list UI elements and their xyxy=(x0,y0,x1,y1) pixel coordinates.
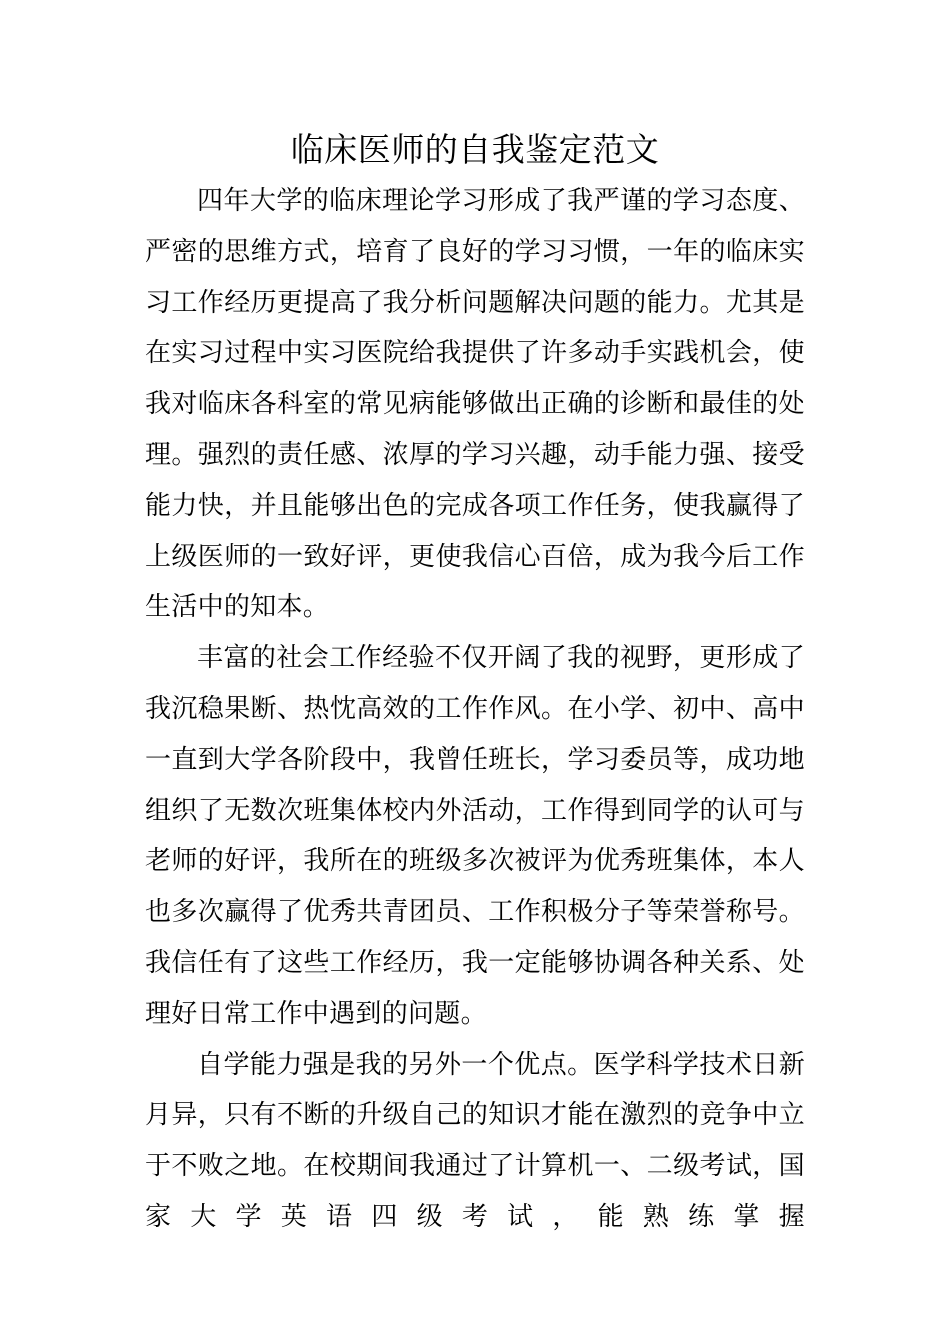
paragraph-3: 自学能力强是我的另外一个优点。医学科学技术日新月异，只有不断的升级自己的知识才能在激烈的竞争中立于不败之地。在校期间我通过了计算机一、二级考试，国家大学英语四级考试，能熟练掌握 xyxy=(145,1049,805,1232)
paragraph-2: 丰富的社会工作经验不仅开阔了我的视野，更形成了我沉稳果断、热忱高效的工作作风。在小学、初中、高中一直到大学各阶段中，我曾任班长，学习委员等，成功地组织了无数次班集体校内外活动，工作得到同学的认可与老师的好评，我所在的班级多次被评为优秀班集体，本人也多次赢得了优秀共青团员、工作积极分子等荣誉称号。我信任有了这些工作经历，我一定能够协调各种关系、处理好日常工作中遇到的问题。 xyxy=(145,643,805,1029)
document-title: 临床医师的自我鉴定范文 xyxy=(290,130,660,169)
document-body xyxy=(145,176,805,1243)
paragraph-1: 四年大学的临床理论学习形成了我严谨的学习态度、严密的思维方式，培育了良好的学习习惯，一年的临床实习工作经历更提高了我分析问题解决问题的能力。尤其是在实习过程中实习医院给我提供了许多动手实践机会，使我对临床各科室的常见病能够做出正确的诊断和最佳的处理。强烈的责任感、浓厚的学习兴趣，动手能力强、接受能力快，并且能够出色的完成各项工作任务，使我赢得了上级医师的一致好评，更使我信心百倍，成为我今后工作生活中的知本。 xyxy=(145,186,805,623)
